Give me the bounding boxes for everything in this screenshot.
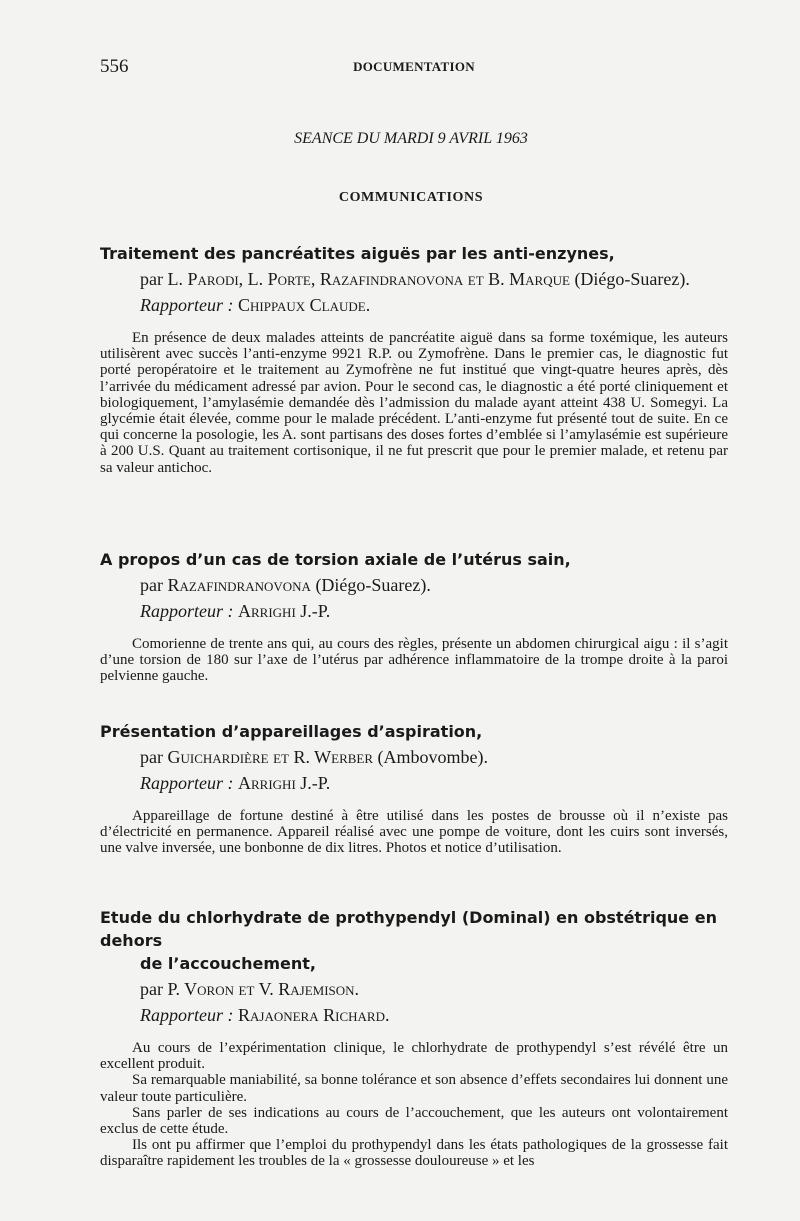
- abstract-paragraph: Sans parler de ses indications au cours de l’accouchement, que les auteurs ont volontairement exclus de cette étude.: [100, 1104, 728, 1138]
- article-prothypendyl: [100, 906, 728, 1170]
- rapporteur-name: Chippaux Claude.: [238, 295, 371, 315]
- article-aspiration: [100, 720, 728, 857]
- location: (Diégo-Suarez).: [574, 269, 690, 289]
- article-byline: par Guichardière et R. Werber (Ambovombe).: [140, 747, 489, 767]
- rapporteur-name: Arrighi J.-P.: [238, 601, 331, 621]
- article-torsion-uterus: [100, 548, 728, 685]
- article-title: A propos d’un cas de torsion axiale de l’utérus sain,: [100, 550, 571, 569]
- authors: Razafindranovona: [167, 575, 311, 595]
- page-header: [100, 56, 728, 80]
- article-title: Etude du chlorhydrate de prothypendyl (Dominal) en obstétrique en dehors de l’accouchement,: [100, 908, 717, 973]
- article-abstract: [100, 1040, 728, 1170]
- page-number: 556: [100, 56, 129, 77]
- section-heading: COMMUNICATIONS: [338, 190, 484, 205]
- article-rapporteur: Rapporteur : Arrighi J.-P.: [140, 773, 331, 793]
- location: (Ambovombe).: [377, 747, 489, 767]
- authors: Guichardière et R. Werber: [167, 747, 374, 767]
- article-rapporteur: Rapporteur : Arrighi J.-P.: [140, 601, 331, 621]
- article-byline: par L. Parodi, L. Porte, Razafindranovona et B. Marque (Diégo-Suarez).: [140, 269, 690, 289]
- running-title: DOCUMENTATION: [353, 59, 475, 74]
- article-byline: par Razafindranovona (Diégo-Suarez).: [140, 575, 431, 595]
- session-title: SEANCE DU MARDI 9 AVRIL 1963: [294, 130, 528, 147]
- article-rapporteur: Rapporteur : Rajaonera Richard.: [140, 1005, 390, 1025]
- authors: L. Parodi, L. Porte, Razafindranovona et B. Marque: [167, 269, 570, 289]
- article-pancreatites: [100, 242, 728, 476]
- article-abstract: [100, 636, 728, 685]
- abstract-paragraph: Ils ont pu affirmer que l’emploi du prothypendyl dans les états pathologiques de la grossesse fait disparaître rapidement les troubles de la « grossesse douloureuse » et les: [100, 1137, 728, 1170]
- rapporteur-name: Rajaonera Richard.: [238, 1005, 390, 1025]
- article-title: Traitement des pancréatites aiguës par les anti-enzynes,: [100, 244, 615, 263]
- rapporteur-name: Arrighi J.-P.: [238, 773, 331, 793]
- abstract-paragraph: Appareillage de fortune destiné à être utilisé dans les postes de brousse où il n’existe pas d’électricité en permanence. Appareil réalisé avec une pompe de voiture, dont les cuirs sont inversés, une valve inversée, une bonbonne de dix litres. Photos et notice d’utilisation.: [100, 808, 728, 857]
- article-abstract: [100, 808, 728, 857]
- article-title: Présentation d’appareillages d’aspiration,: [100, 722, 483, 741]
- authors: P. Voron et V. Rajemison.: [167, 979, 360, 999]
- abstract-paragraph: Comorienne de trente ans qui, au cours des règles, présente un abdomen chirurgical aigu : il s’agit d’une torsion de 180 sur l’axe de l’utérus par adhérence inflammatoire de la trompe droite à la paroi pelvienne gauche.: [100, 636, 728, 685]
- abstract-paragraph: Sa remarquable maniabilité, sa bonne tolérance et son absence d’effets secondaires lui donnent une valeur toute particulière.: [100, 1072, 728, 1105]
- article-rapporteur: Rapporteur : Chippaux Claude.: [140, 295, 371, 315]
- location: (Diégo-Suarez).: [315, 575, 431, 595]
- article-byline: par P. Voron et V. Rajemison.: [140, 979, 360, 999]
- abstract-paragraph: En présence de deux malades atteints de pancréatite aiguë dans sa forme toxémique, les auteurs utilisèrent avec succès l’anti-enzyme 9921 R.P. ou Zymofrène. Dans le premier cas, le diagnostic fut porté peropératoire et le traitement au Zymofrène ne fut institué que vingt-quatre heures après, dès l’arrivée du médicament adressé par avion. Pour le second cas, le diagnostic a été porté cliniquement et biologiquement, l’amylasémie demandée dès l’admission du malade ayant atteint 438 U. Somegyi. La glycémie était élevée, comme pour le malade précédent. L’anti-enzyme fut présenté tout de suite. En ce qui concerne la posologie, les A. sont partisans des doses fortes d’emblée si l’amylasémie est supérieure à 200 U.S. Quant au traitement cortisonique, il ne fut prescrit que pour le premier malade, et retenu par sa valeur antichoc.: [100, 330, 728, 476]
- abstract-paragraph: Au cours de l’expérimentation clinique, le chlorhydrate de prothypendyl s’est révélé être un excellent produit.: [100, 1040, 728, 1073]
- article-abstract: [100, 330, 728, 476]
